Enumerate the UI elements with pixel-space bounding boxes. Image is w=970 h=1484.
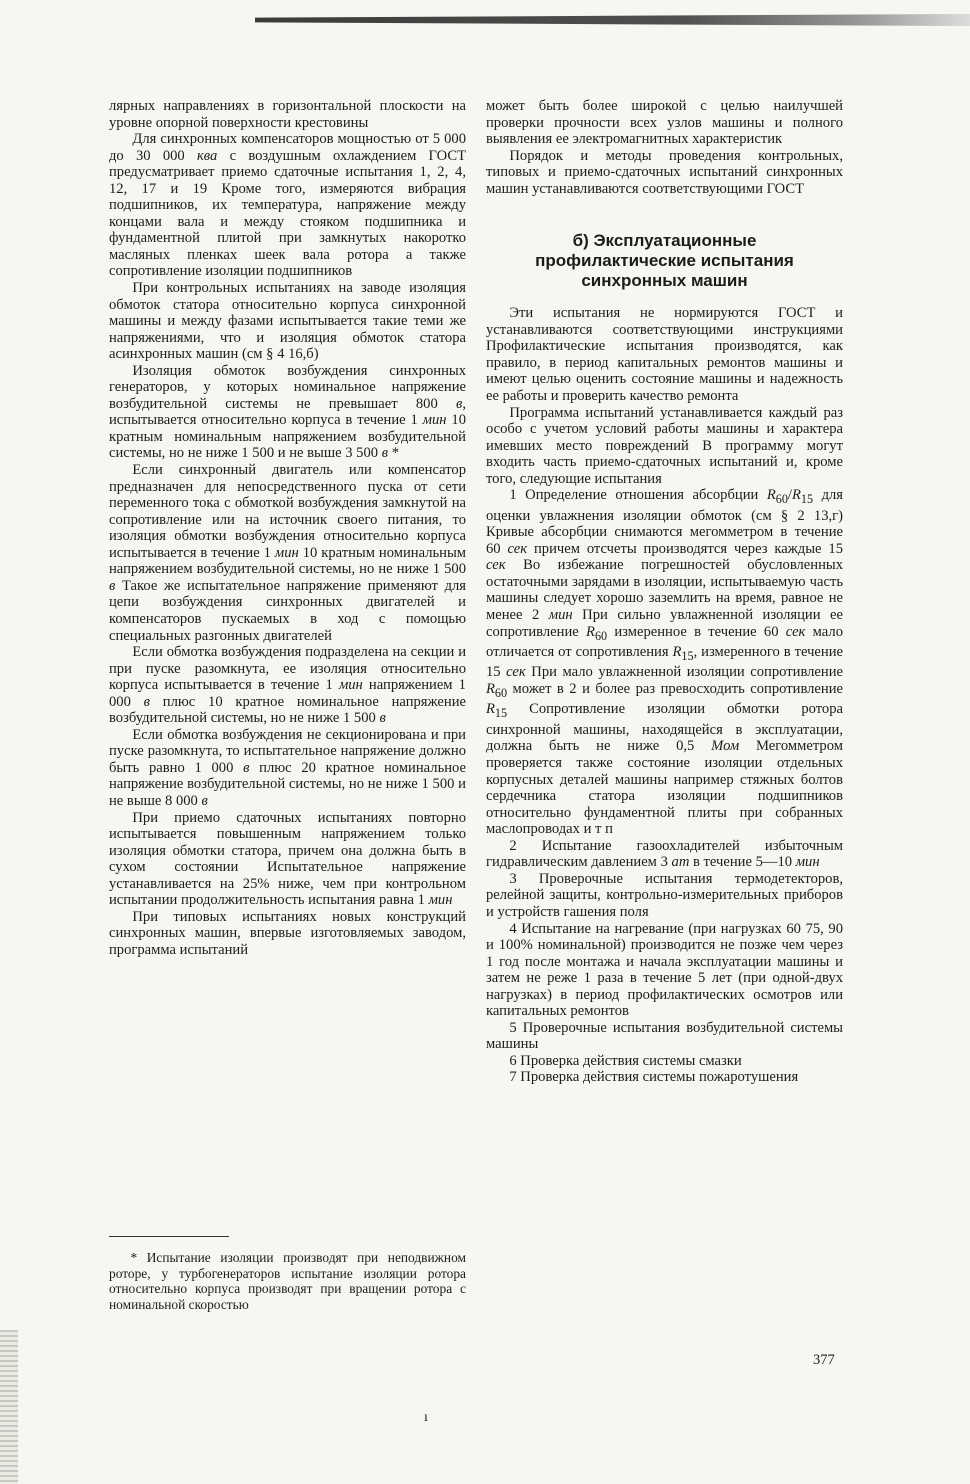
section-title: б) Эксплуатационные профилактические испытания синхронных машин (535, 231, 794, 291)
page-number: 377 (813, 1352, 835, 1368)
paragraph: Изоляция обмоток возбуждения синхронных генераторов, у которых номинальное напряжение возбудительной системы не превышает 800 в, испытывается относительно корпуса в течение 1 мин 10 кратным номинальным напряжением возбудительной системы, но не ниже 1 500 и не выше 3 500 в * (109, 362, 467, 462)
binding-edge (0, 1330, 18, 1484)
paragraph: Порядок и методы проведения контрольных, типовых и приемо-сдаточных испытаний синхронных машин устанавливаются соответствующими ГОСТ (486, 147, 843, 197)
paragraph: Эти испытания не нормируются ГОСТ и устанавливаются соответствующими инструкциями Профилактические испытания производятся, как правило, в период капитальных ремонтов машины и имеют целью оценить состояние машины и надежность ее работы и проверить качество ремонта (486, 305, 843, 405)
paragraph: При типовых испытаниях новых конструкций синхронных машин, впервые изготовляемых заводом, программа испытаний (109, 908, 466, 958)
paragraph: 3 Проверочные испытания термодетекторов, релейной защиты, контрольно-измерительных приборов и устройств гашения поля (486, 870, 843, 920)
paragraph: Если синхронный двигатель или компенсатор предназначен для непосредственного пуска от сети переменного тока с обмоткой возбуждения замкнутой на сопротивление или на источник своего питания, то изоляция обмотки возбуждения относительно корпуса испытывается в течение 1 мин 10 кратным номинальным напряжением возбудительной системы, но не ниже 1 500 в Такое же испытательное напряжение применяют для цепи возбуждения синхронных двигателей и компенсаторов пускаемых в ход с помощью специальных разгонных двигателей (109, 462, 466, 644)
paragraph: Если обмотка возбуждения подразделена на секции и при пуске разомкнута, ее изоляция относительно корпуса испытывается в течение 1 мин напряжением 1 000 в плюс 10 кратное номинальное напряжение возбудительной системы, но не ниже 1 500 в (109, 644, 466, 727)
paragraph: лярных направлениях в горизонтальной плоскости на уровне опорной поверхности крестовины (109, 98, 466, 131)
paragraph: Если обмотка возбуждения не секционирована и при пуске разомкнута, то испытательное напряжение должно быть равно 1 000 в плюс 20 кратное номинальное напряжение возбудительной системы, но не ниже 1 500 и не выше 8 000 в (109, 726, 466, 809)
paragraph: При контрольных испытаниях на заводе изоляция обмоток статора относительно корпуса синхронной машины и между фазами испытывается такие теми же напряжениями, что и изоляция обмоток статора асинхронных машин (см § 4 16,б) (109, 280, 466, 363)
paragraph: 1 Определение отношения абсорбции $R_{60}/R_{15}$ для оценки увлажнения изоляции обмоток (см § 2 13,г) Кривые абсорбции снимаются мегомметром в течение 60 сек причем отсчеты производятся через каждые 15 сек Во избежание погрешностей обусловленных остаточными зарядами в изоляции, испытываемую часть машины следует хорошо заземлить на время, равное не менее 2 мин При сильно увлажненной изоляции ее сопротивление $R_{60}$ измеренное в течение 60 сек мало отличается от сопротивления $R_{15}$, измеренного в течение 15 сек При мало увлажненной изоляции сопротивление $R_{60}$ может в 2 и более раз превосходить сопротивление $R_{15}$ Сопротивление изоляции обмотки ротора синхронной машины, находящейся в эксплуатации, должна быть не ниже 0,5 Мом Мегомметром проверяется также состояние изоляции отдельных корпусных деталей машины например стяжных болтов сердечника статора изоляции подшипников относительно фундаментной плиты при собранных маслопроводах и т п (486, 487, 843, 838)
paragraph: 6 Проверка действия системы смазки (509, 1052, 742, 1069)
left-column (109, 98, 466, 958)
footnote-text: * Испытание изоляции производят при неподвижном роторе, у турбогенераторов испытание изоляции ротора относительно корпуса производят при вращении ротора с номинальной скоростью (109, 1250, 466, 1313)
stray-mark: ı (424, 1410, 428, 1425)
paragraph: Программа испытаний устанавливается каждый раз особо с учетом условий работы машины и характера имевших место повреждений В программу могут входить часть приемо-сдаточных испытаний и, кроме того, следующие испытания (486, 404, 843, 487)
paragraph: Для синхронных компенсаторов мощностью от 5 000 до 30 000 ква с воздушным охлаждением ГОСТ предусматривает приемо сдаточные испытания 1, 2, 4, 12, 17 и 19 Кроме того, измеряются вибрация подшипников, их температура, напряжение между концами вала и между стояком подшипника и фундаментной плитой при замкнутых накоротко масляных пленках шеек вала ротора а также сопротивление изоляции подшипников (109, 131, 466, 280)
footnote (109, 1250, 466, 1313)
top-scan-rule (255, 14, 970, 26)
footnote-divider (109, 1236, 229, 1237)
paragraph: 7 Проверка действия системы пожаротушения (509, 1069, 799, 1086)
paragraph: При приемо сдаточных испытаниях повторно испытывается повышенным напряжением только изоляция обмотки статора, причем она должна быть в сухом состоянии Испытательное напряжение устанавливается на 25% ниже, чем при контрольном испытании продолжительность испытания равна 1 мин (109, 809, 466, 909)
paragraph: может быть более широкой с целью наилучшей проверки прочности всех узлов машины и полного выявления ее электромагнитных характеристик (486, 98, 843, 148)
paragraph: 5 Проверочные испытания возбудительной системы машины (486, 1019, 843, 1053)
paragraph: 4 Испытание на нагревание (при нагрузках 60 75, 90 и 100% номинальной) производится не позже чем через 1 год после монтажа и начала эксплуатации машины и затем не реже 1 раза в течение 5 лет (при одной-двух нагрузках) в период профилактических осмотров или капитальных ремонтов (486, 920, 843, 1020)
paragraph: 2 Испытание газоохладителей избыточным гидравлическим давлением 3 ат в течение 5—10 мин (486, 837, 843, 871)
right-column (486, 98, 843, 1086)
